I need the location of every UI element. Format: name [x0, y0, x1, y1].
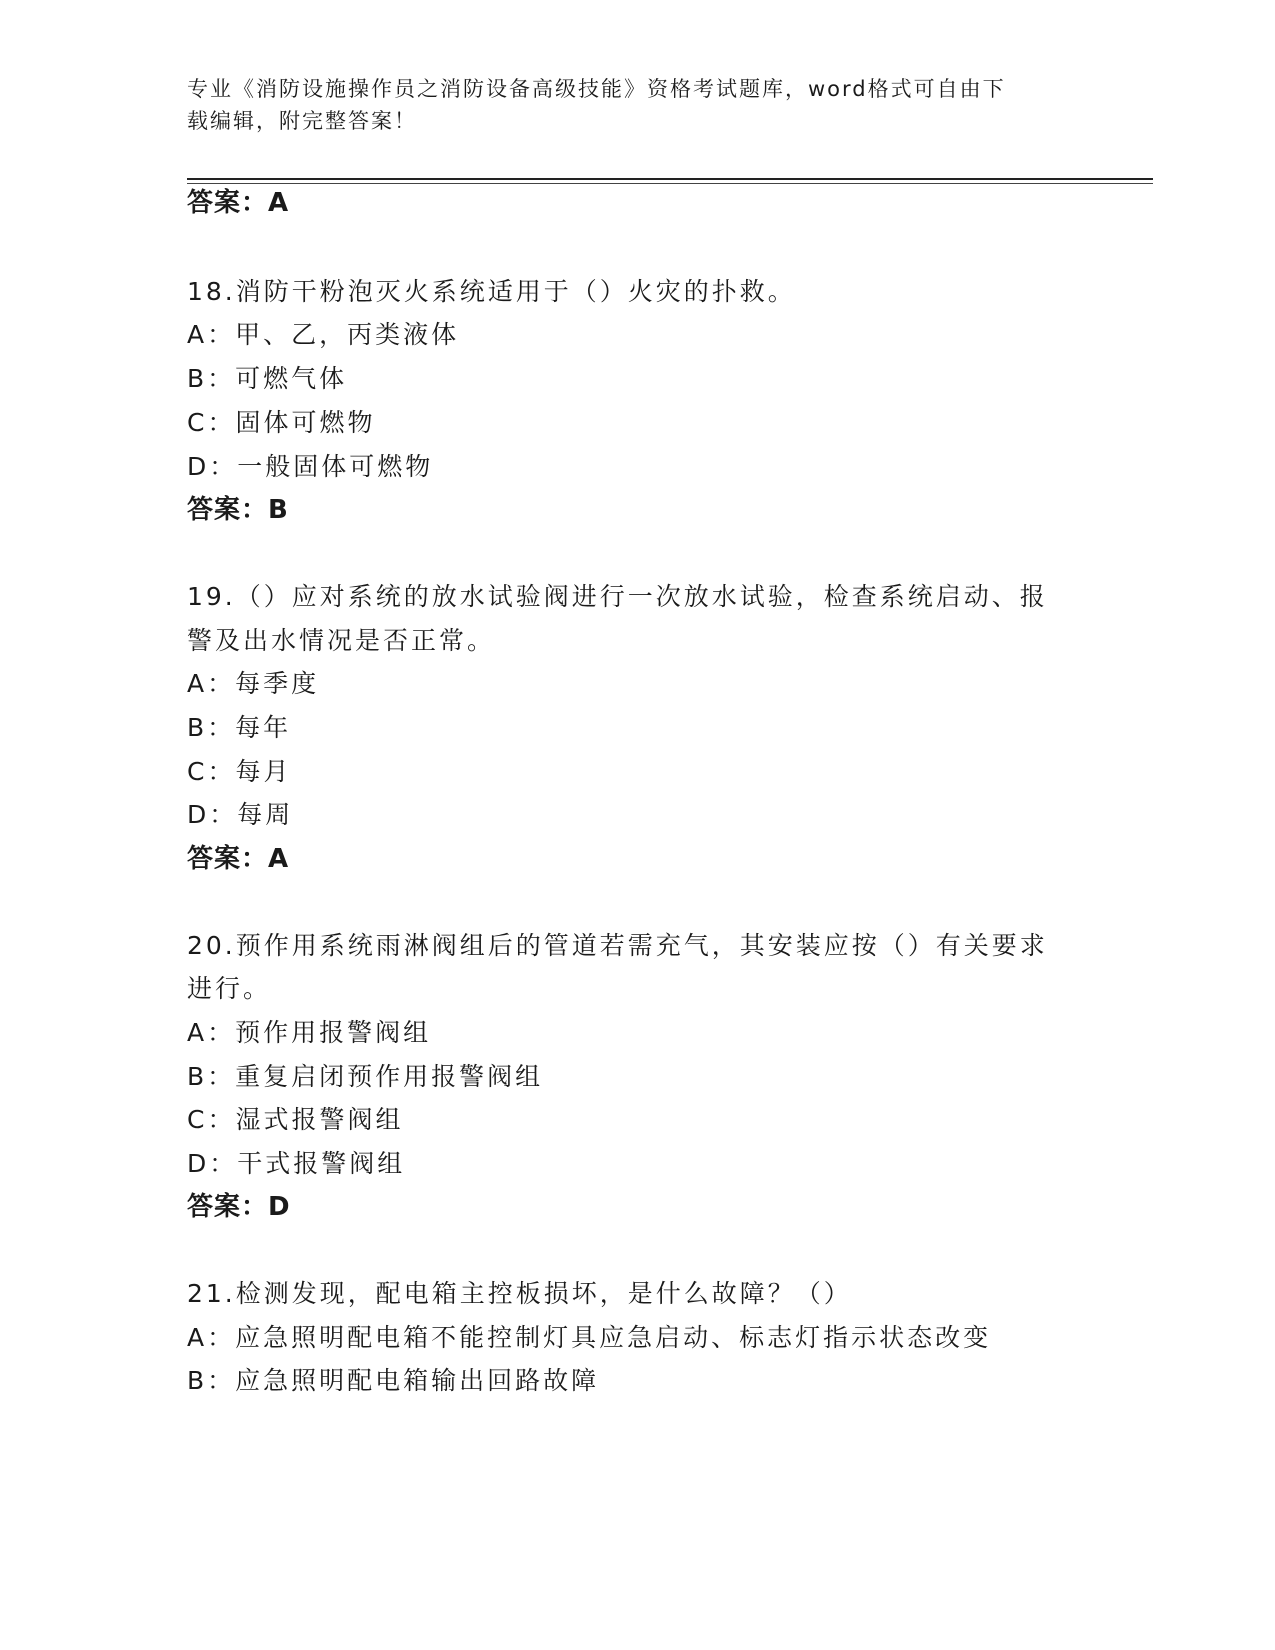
- question-19-option-a: A：每季度: [187, 669, 320, 698]
- question-20-option-d: D：干式报警阀组: [187, 1149, 406, 1178]
- question-20-option-b: B：重复启闭预作用报警阀组: [187, 1062, 544, 1091]
- question-18-option-b: B：可燃气体: [187, 364, 348, 393]
- question-18-option-c: C：固体可燃物: [187, 408, 376, 437]
- question-21-option-a: A：应急照明配电箱不能控制灯具应急启动、标志灯指示状态改变: [187, 1323, 992, 1352]
- question-20-stem-line-1: 20.预作用系统雨淋阀组后的管道若需充气，其安装应按（）有关要求: [187, 931, 1048, 960]
- question-20-option-c: C：湿式报警阀组: [187, 1105, 404, 1134]
- header-divider: [187, 178, 1153, 180]
- question-18-answer: 答案：B: [187, 495, 289, 525]
- question-21-stem: 21.检测发现，配电箱主控板损坏，是什么故障？（）: [187, 1279, 852, 1308]
- question-19-option-c: C：每月: [187, 757, 292, 786]
- question-19-answer: 答案：A: [187, 844, 290, 874]
- question-19-stem-line-1: 19.（）应对系统的放水试验阀进行一次放水试验，检查系统启动、报: [187, 582, 1048, 611]
- question-19-option-d: D：每周: [187, 800, 294, 829]
- question-20-option-a: A：预作用报警阀组: [187, 1018, 432, 1047]
- header-line-2: 载编辑，附完整答案！: [187, 109, 417, 133]
- question-21-option-b: B：应急照明配电箱输出回路故障: [187, 1366, 600, 1395]
- header-line-1: 专业《消防设施操作员之消防设备高级技能》资格考试题库，word格式可自由下: [187, 77, 1006, 101]
- question-20-stem-line-2: 进行。: [187, 974, 272, 1003]
- question-19-stem-line-2: 警及出水情况是否正常。: [187, 626, 496, 655]
- question-18-option-d: D：一般固体可燃物: [187, 452, 434, 481]
- question-20-answer: 答案：D: [187, 1192, 291, 1222]
- question-18-stem: 18.消防干粉泡灭火系统适用于（）火灾的扑救。: [187, 277, 796, 306]
- question-19-option-b: B：每年: [187, 713, 292, 742]
- header-divider-thin: [187, 183, 1153, 184]
- document-header: [187, 73, 1067, 137]
- question-18-option-a: A：甲、乙，丙类液体: [187, 320, 460, 349]
- previous-answer: 答案：A: [187, 188, 290, 218]
